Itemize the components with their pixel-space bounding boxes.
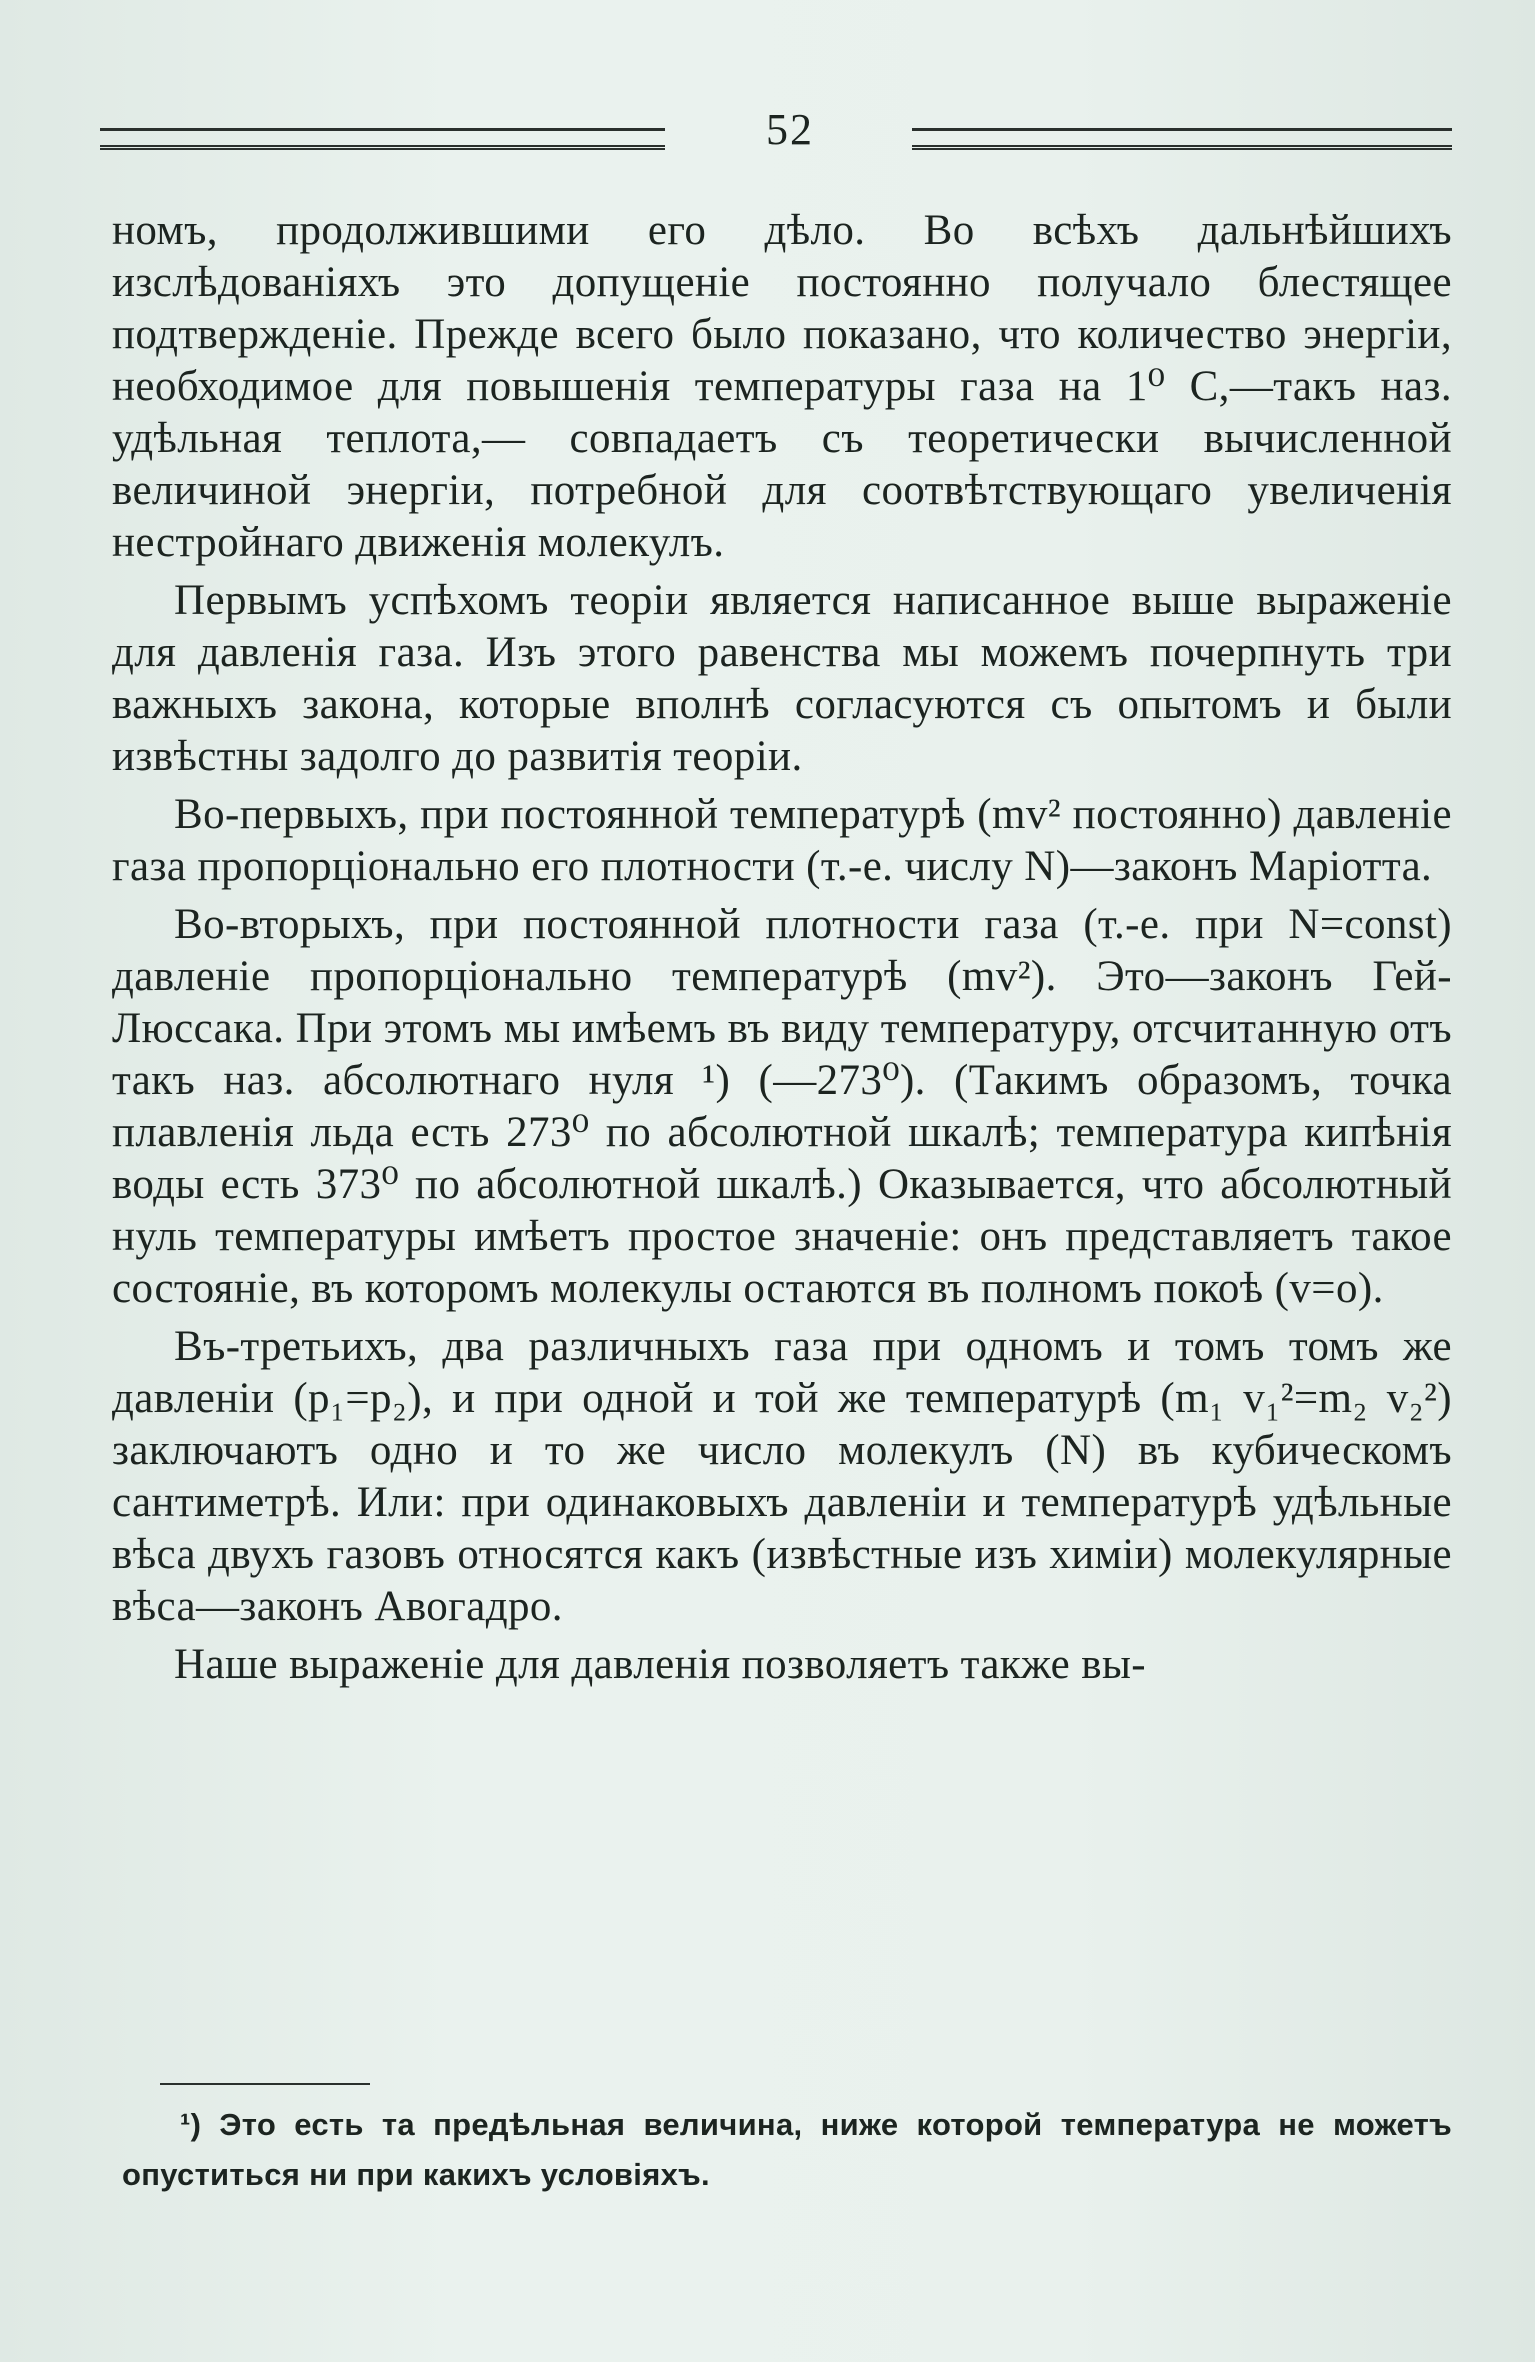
paragraph-4: Во-вторыхъ, при постоянной плотности газа (т.-е. при N=const) давленіе пропорціонально температурѣ (mv²). Это—законъ Гей-Люссака. При этомъ мы имѣемъ въ виду температуру, отсчитанную отъ такъ наз. абсолютнаго нуля ¹) (—273⁰). (Такимъ образомъ, точка плавленія льда есть 273⁰ по абсолютной шкалѣ; температура кипѣнія воды есть 373⁰ по абсолютной шкалѣ.) Оказывается, что абсолютный нуль температуры имѣетъ простое значеніе: онъ представляетъ такое состояніе, въ которомъ молекулы остаются въ полномъ покоѣ (v=o).: [112, 901, 1452, 1312]
paragraph-1: номъ, продолжившими его дѣло. Во всѣхъ дальнѣйшихъ изслѣдованіяхъ это допущеніе постоянно получало блестящее подтвержденіе. Прежде всего было показано, что количество энергіи, необходимое для повышенія температуры газа на 1⁰ С,—такъ наз. удѣльная теплота,— совпадаетъ съ теоретически вычисленной величиной энергіи, потребной для соотвѣтствующаго увеличенія нестройнаго движенія молекулъ.: [112, 207, 1452, 566]
header-rule-left: [100, 128, 665, 150]
body-text: [112, 205, 1452, 1691]
paragraph-5: Въ-третьихъ, два различныхъ газа при одномъ и томъ томъ же давленіи (p₁=p₂), и при одной и той же температурѣ (m₁ v₁²=m₂ v₂²) заключаютъ одно и то же число молекулъ (N) въ кубическомъ сантиметрѣ. Или: при одинаковыхъ давленіи и температурѣ удѣльные вѣса двухъ газовъ относятся какъ (извѣстные изъ химіи) молекулярные вѣса—законъ Авогадро.: [112, 1323, 1452, 1630]
paragraph-2: Первымъ успѣхомъ теоріи является написанное выше выраженіе для давленія газа. Изъ этого равенства мы можемъ почерпнуть три важныхъ закона, которые вполнѣ согласуются съ опытомъ и были извѣстны задолго до развитія теоріи.: [112, 577, 1452, 780]
page-header: [0, 0, 1535, 200]
paragraph-3: Во-первыхъ, при постоянной температурѣ (mv² постоянно) давленіе газа пропорціонально его плотности (т.-е. числу N)—законъ Маріотта.: [112, 791, 1452, 890]
footnote: ¹) Это есть та предѣльная величина, ниже которой температура не можетъ опуститься ни при какихъ условіяхъ.: [122, 2107, 1452, 2192]
paragraph-6: Наше выраженіе для давленія позволяетъ также вы-: [174, 1641, 1147, 1688]
footnote-rule: [160, 2083, 370, 2085]
page-number: 52: [766, 105, 814, 154]
header-rule-right: [912, 128, 1452, 150]
